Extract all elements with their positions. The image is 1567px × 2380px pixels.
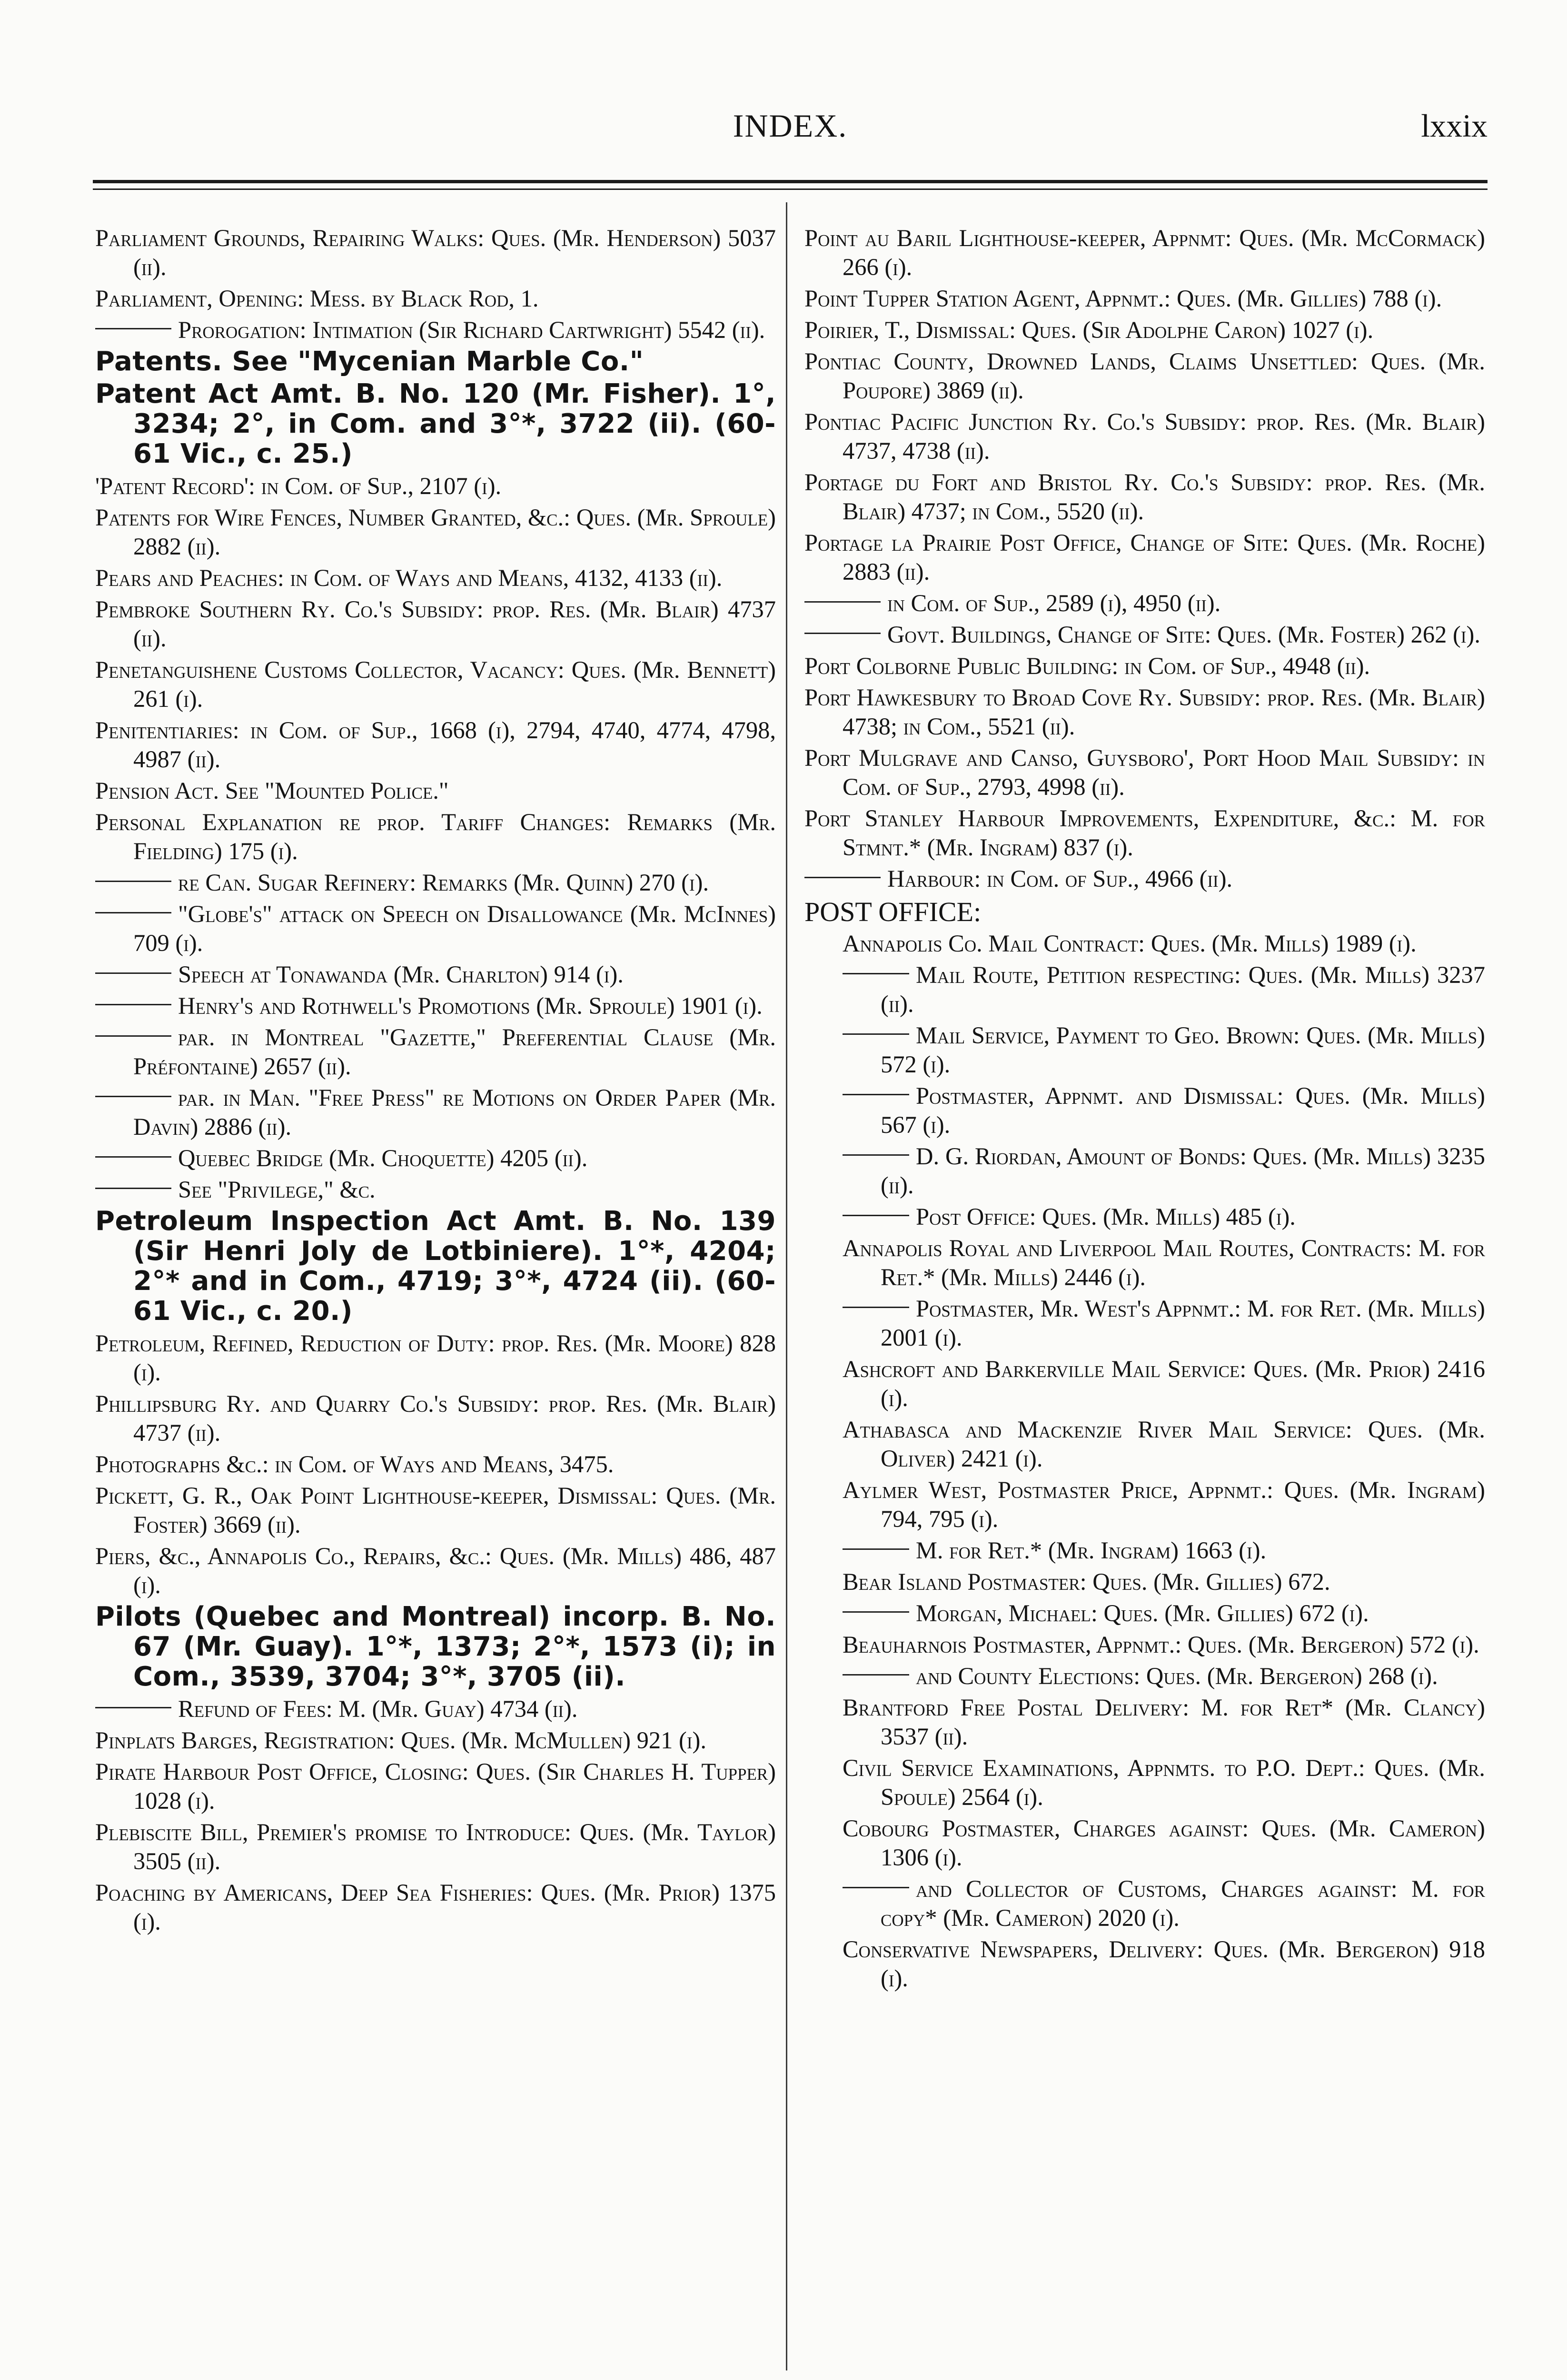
index-entry: [95, 316, 776, 345]
ditto-dash: [843, 1033, 909, 1035]
entry-text: Brantford Free Postal Delivery: M. for Ret* (Mr. Clancy) 3537 (ii).: [843, 1694, 1485, 1750]
index-entry: [95, 1389, 776, 1448]
entry-text: Penitentiaries: in Com. of Sup., 1668 (i), 2794, 4740, 4774, 4798, 4987 (ii).: [95, 717, 776, 773]
entry-text: Postmaster, Mr. West's Appnmt.: M. for Ret. (Mr. Mills) 2001 (i).: [881, 1295, 1485, 1351]
entry-text: Personal Explanation re prop. Tariff Changes: Remarks (Mr. Fielding) 175 (i).: [95, 809, 776, 864]
index-entry: [804, 224, 1485, 282]
entry-text: re Can. Sugar Refinery: Remarks (Mr. Quinn) 270 (i).: [178, 869, 709, 896]
index-entry: [95, 1878, 776, 1936]
entry-text: Conservative Newspapers, Delivery: Ques. (Mr. Bergeron) 918 (i).: [843, 1936, 1485, 1992]
entry-text: in Com. of Sup., 2589 (i), 4950 (ii).: [887, 590, 1221, 616]
entry-text: Beauharnois Postmaster, Appnmt.: Ques. (Mr. Bergeron) 572 (i).: [843, 1631, 1479, 1658]
index-entry: [95, 1329, 776, 1387]
entry-text: "Globe's" attack on Speech on Disallowance (Mr. McInnes) 709 (i).: [133, 901, 776, 956]
index-entry: [95, 655, 776, 714]
entry-text: Parliament Grounds, Repairing Walks: Ques. (Mr. Henderson) 5037 (ii).: [95, 225, 776, 280]
index-entry: [804, 1630, 1485, 1659]
index-entry: [95, 868, 776, 897]
ditto-dash: [95, 1188, 171, 1189]
index-entry: [804, 1476, 1485, 1534]
entry-text: Postmaster, Appnmt. and Dismissal: Ques. (Mr. Mills) 567 (i).: [881, 1082, 1485, 1138]
entry-text: Henry's and Rothwell's Promotions (Mr. Sproule) 1901 (i).: [178, 992, 763, 1019]
bill-entry: [95, 347, 776, 377]
index-entry: [95, 564, 776, 593]
left-index-column: [95, 224, 776, 1939]
index-entry: [95, 224, 776, 282]
ditto-dash: [843, 1154, 909, 1156]
ditto-dash: [804, 877, 881, 878]
ditto-dash: [95, 1707, 171, 1708]
ditto-dash: [95, 328, 171, 329]
entry-text: Pontiac Pacific Junction Ry. Co.'s Subsidy: prop. Res. (Mr. Blair) 4737, 4738 (ii).: [804, 408, 1485, 464]
index-entry: [804, 1142, 1485, 1200]
index-entry: [95, 284, 776, 313]
entry-text: par. in Montreal "Gazette," Preferential Clause (Mr. Préfontaine) 2657 (ii).: [133, 1024, 776, 1080]
entry-text: Speech at Tonawanda (Mr. Charlton) 914 (i).: [178, 961, 624, 988]
index-entry: [95, 1144, 776, 1173]
index-entry: [95, 716, 776, 774]
index-entry: [95, 1757, 776, 1815]
entry-text: Harbour: in Com. of Sup., 4966 (ii).: [887, 865, 1233, 892]
entry-text: Point Tupper Station Agent, Appnmt.: Ques. (Mr. Gillies) 788 (i).: [804, 285, 1442, 312]
index-entry: [95, 1818, 776, 1876]
entry-text: Pickett, G. R., Oak Point Lighthouse-keeper, Dismissal: Ques. (Mr. Foster) 3669 (ii).: [95, 1482, 776, 1538]
entry-text: Annapolis Co. Mail Contract: Ques. (Mr. Mills) 1989 (i).: [843, 930, 1417, 957]
entry-text: Phillipsburg Ry. and Quarry Co.'s Subsidy: prop. Res. (Mr. Blair) 4737 (ii).: [95, 1390, 776, 1446]
bill-entry: [95, 1602, 776, 1692]
section-heading: [804, 897, 1485, 926]
entry-text: Civil Service Examinations, Appnmts. to P.O. Dept.: Ques. (Mr. Spoule) 2564 (i).: [843, 1755, 1485, 1810]
index-entry: [95, 900, 776, 958]
index-entry: [804, 528, 1485, 586]
entry-text: Port Colborne Public Building: in Com. of Sup., 4948 (ii).: [804, 653, 1370, 679]
entry-text: Annapolis Royal and Liverpool Mail Routes, Contracts: M. for Ret.* (Mr. Mills) 2446 (i).: [843, 1235, 1485, 1290]
index-entry: [95, 503, 776, 561]
index-entry: [95, 1726, 776, 1755]
right-index-column: [804, 224, 1485, 1995]
index-entry: [804, 1599, 1485, 1628]
entry-text: Pembroke Southern Ry. Co.'s Subsidy: prop. Res. (Mr. Blair) 4737 (ii).: [95, 596, 776, 652]
entry-text: Poaching by Americans, Deep Sea Fisheries: Ques. (Mr. Prior) 1375 (i).: [95, 1879, 776, 1935]
entry-text: Patents. See "Mycenian Marble Co.": [95, 346, 644, 377]
entry-text: Ashcroft and Barkerville Mail Service: Ques. (Mr. Prior) 2416 (i).: [843, 1356, 1485, 1411]
entry-text: Piers, &c., Annapolis Co., Repairs, &c.: Ques. (Mr. Mills) 486, 487 (i).: [95, 1543, 776, 1598]
index-entry: [804, 284, 1485, 313]
index-entry: [95, 1695, 776, 1724]
bill-entry: [95, 1207, 776, 1327]
entry-text: Port Mulgrave and Canso, Guysboro', Port Hood Mail Subsidy: in Com. of Sup., 2793, 4998 (ii).: [804, 744, 1485, 800]
ditto-dash: [843, 1094, 909, 1095]
entry-text: M. for Ret.* (Mr. Ingram) 1663 (i).: [916, 1537, 1267, 1564]
index-entry: [804, 1081, 1485, 1140]
entry-text: Aylmer West, Postmaster Price, Appnmt.: Ques. (Mr. Ingram) 794, 795 (i).: [843, 1477, 1485, 1532]
ditto-dash: [843, 973, 909, 974]
entry-text: Quebec Bridge (Mr. Choquette) 4205 (ii).: [178, 1145, 588, 1171]
entry-text: Pears and Peaches: in Com. of Ways and Means, 4132, 4133 (ii).: [95, 565, 723, 591]
index-entry: [804, 683, 1485, 741]
entry-text: Penetanguishene Customs Collector, Vacancy: Ques. (Mr. Bennett) 261 (i).: [95, 656, 776, 712]
index-entry: [804, 1355, 1485, 1413]
page-number: lxxix: [1421, 108, 1488, 144]
entry-text: Portage du Fort and Bristol Ry. Co.'s Subsidy: prop. Res. (Mr. Blair) 4737; in Com., 5520 (ii).: [804, 469, 1485, 525]
entry-text: Plebiscite Bill, Premier's promise to Introduce: Ques. (Mr. Taylor) 3505 (ii).: [95, 1819, 776, 1874]
index-entry: [804, 1567, 1485, 1597]
index-entry: [95, 808, 776, 866]
entry-text: Port Stanley Harbour Improvements, Expenditure, &c.: M. for Stmnt.* (Mr. Ingram) 837 (i).: [804, 805, 1485, 861]
entry-text: Morgan, Michael: Ques. (Mr. Gillies) 672 (i).: [916, 1600, 1369, 1626]
ditto-dash: [843, 1548, 909, 1550]
entry-text: Portage la Prairie Post Office, Change of Site: Ques. (Mr. Roche) 2883 (ii).: [804, 529, 1485, 585]
entry-text: Patent Act Amt. B. No. 120 (Mr. Fisher). 1°, 3234; 2°, in Com. and 3°*, 3722 (ii). (60-61 Vic., c. 25.): [95, 378, 776, 469]
ditto-dash: [843, 1215, 909, 1216]
ditto-dash: [843, 1887, 909, 1888]
header-rule-thin: [93, 188, 1488, 190]
index-entry: [804, 407, 1485, 466]
index-entry: [804, 929, 1485, 958]
index-entry: [95, 960, 776, 989]
index-entry: [95, 595, 776, 653]
index-entry: [804, 1935, 1485, 1993]
index-entry: [804, 468, 1485, 526]
index-entry: [804, 744, 1485, 802]
entry-text: Point au Baril Lighthouse-keeper, Appnmt: Ques. (Mr. McCormack) 266 (i).: [804, 225, 1485, 280]
entry-text: par. in Man. "Free Press" re Motions on Order Paper (Mr. Davin) 2886 (ii).: [133, 1084, 776, 1140]
entry-text: and Collector of Customs, Charges against: M. for copy* (Mr. Cameron) 2020 (i).: [881, 1875, 1485, 1931]
index-entry: [804, 1234, 1485, 1292]
ditto-dash: [95, 1096, 171, 1097]
bill-entry: [95, 379, 776, 469]
entry-text: Mail Route, Petition respecting: Ques. (Mr. Mills) 3237 (ii).: [881, 962, 1485, 1017]
entry-text: D. G. Riordan, Amount of Bonds: Ques. (Mr. Mills) 3235 (ii).: [881, 1143, 1485, 1199]
index-entry: [95, 1175, 776, 1204]
entry-text: Post Office: Ques. (Mr. Mills) 485 (i).: [916, 1203, 1296, 1230]
ditto-dash: [843, 1611, 909, 1613]
entry-text: Cobourg Postmaster, Charges against: Ques. (Mr. Cameron) 1306 (i).: [843, 1815, 1485, 1871]
entry-text: Govt. Buildings, Change of Site: Ques. (Mr. Foster) 262 (i).: [887, 621, 1480, 648]
index-entry: [95, 1542, 776, 1600]
entry-text: Patents for Wire Fences, Number Granted, &c.: Ques. (Mr. Sproule) 2882 (ii).: [95, 504, 776, 560]
ditto-dash: [95, 1035, 171, 1037]
index-entry: [95, 1023, 776, 1081]
index-entry: [95, 1481, 776, 1539]
entry-text: Photographs &c.: in Com. of Ways and Means, 3475.: [95, 1451, 614, 1478]
entry-text: Port Hawkesbury to Broad Cove Ry. Subsidy: prop. Res. (Mr. Blair) 4738; in Com., 5521 (ii).: [804, 684, 1485, 740]
page-header: [93, 107, 1488, 164]
page-title: INDEX.: [733, 108, 848, 144]
index-entry: [95, 472, 776, 501]
index-entry: [95, 1450, 776, 1479]
entry-text: Mail Service, Payment to Geo. Brown: Ques. (Mr. Mills) 572 (i).: [881, 1022, 1485, 1078]
index-entry: [804, 1202, 1485, 1231]
index-entry: [95, 1083, 776, 1141]
ditto-dash: [95, 912, 171, 913]
ditto-dash: [95, 1156, 171, 1158]
index-entry: [804, 1536, 1485, 1565]
entry-text: Poirier, T., Dismissal: Ques. (Sir Adolphe Caron) 1027 (i).: [804, 317, 1374, 343]
ditto-dash: [95, 1004, 171, 1005]
entry-text: Petroleum, Refined, Reduction of Duty: prop. Res. (Mr. Moore) 828 (i).: [95, 1330, 776, 1386]
index-entry: [804, 652, 1485, 681]
entry-text: Pilots (Quebec and Montreal) incorp. B. No. 67 (Mr. Guay). 1°*, 1373; 2°*, 1573 (i); in Com., 3539, 3704; 3°*, 3705 (ii).: [95, 1601, 776, 1692]
entry-text: Prorogation: Intimation (Sir Richard Cartwright) 5542 (ii).: [178, 317, 765, 343]
index-entry: [804, 1294, 1485, 1352]
index-entry: [804, 620, 1485, 649]
entry-text: 'Patent Record': in Com. of Sup., 2107 (i).: [95, 473, 502, 499]
ditto-dash: [95, 881, 171, 882]
entry-text: Pinplats Barges, Registration: Ques. (Mr. McMullen) 921 (i).: [95, 1727, 706, 1754]
entry-text: Pontiac County, Drowned Lands, Claims Unsettled: Ques. (Mr. Poupore) 3869 (ii).: [804, 348, 1485, 404]
entry-text: See "Privilege," &c.: [178, 1176, 376, 1203]
index-entry: [804, 1021, 1485, 1079]
column-divider: [786, 202, 787, 2370]
entry-text: Refund of Fees: M. (Mr. Guay) 4734 (ii).: [178, 1696, 578, 1722]
index-entry: [804, 864, 1485, 893]
entry-text: Parliament, Opening: Mess. by Black Rod, 1.: [95, 285, 539, 312]
entry-text: POST OFFICE:: [804, 896, 982, 927]
entry-text: Petroleum Inspection Act Amt. B. No. 139 (Sir Henri Joly de Lotbiniere). 1°*, 4204; 2°* and in Com., 4719; 3°*, 4724 (ii). (60-61 Vic., c. 20.): [95, 1206, 776, 1327]
header-rule-thick: [93, 180, 1488, 183]
index-entry: [804, 1814, 1485, 1872]
index-entry: [804, 1415, 1485, 1473]
index-entry: [804, 589, 1485, 618]
ditto-dash: [843, 1674, 909, 1676]
ditto-dash: [843, 1307, 909, 1308]
entry-text: Athabasca and Mackenzie River Mail Service: Ques. (Mr. Oliver) 2421 (i).: [843, 1416, 1485, 1472]
entry-text: Bear Island Postmaster: Ques. (Mr. Gillies) 672.: [843, 1568, 1330, 1595]
ditto-dash: [804, 601, 881, 603]
ditto-dash: [95, 972, 171, 974]
index-entry: [804, 1874, 1485, 1933]
index-entry: [804, 347, 1485, 405]
index-entry: [804, 961, 1485, 1019]
index-entry: [804, 1754, 1485, 1812]
index-entry: [804, 1662, 1485, 1691]
index-entry: [804, 316, 1485, 345]
entry-text: and County Elections: Ques. (Mr. Bergeron) 268 (i).: [916, 1663, 1438, 1689]
index-entry: [804, 804, 1485, 862]
entry-text: Pension Act. See "Mounted Police.": [95, 777, 449, 804]
entry-text: Pirate Harbour Post Office, Closing: Ques. (Sir Charles H. Tupper) 1028 (i).: [95, 1758, 776, 1814]
index-entry: [95, 992, 776, 1021]
ditto-dash: [804, 633, 881, 634]
index-entry: [804, 1693, 1485, 1751]
index-entry: [95, 776, 776, 805]
